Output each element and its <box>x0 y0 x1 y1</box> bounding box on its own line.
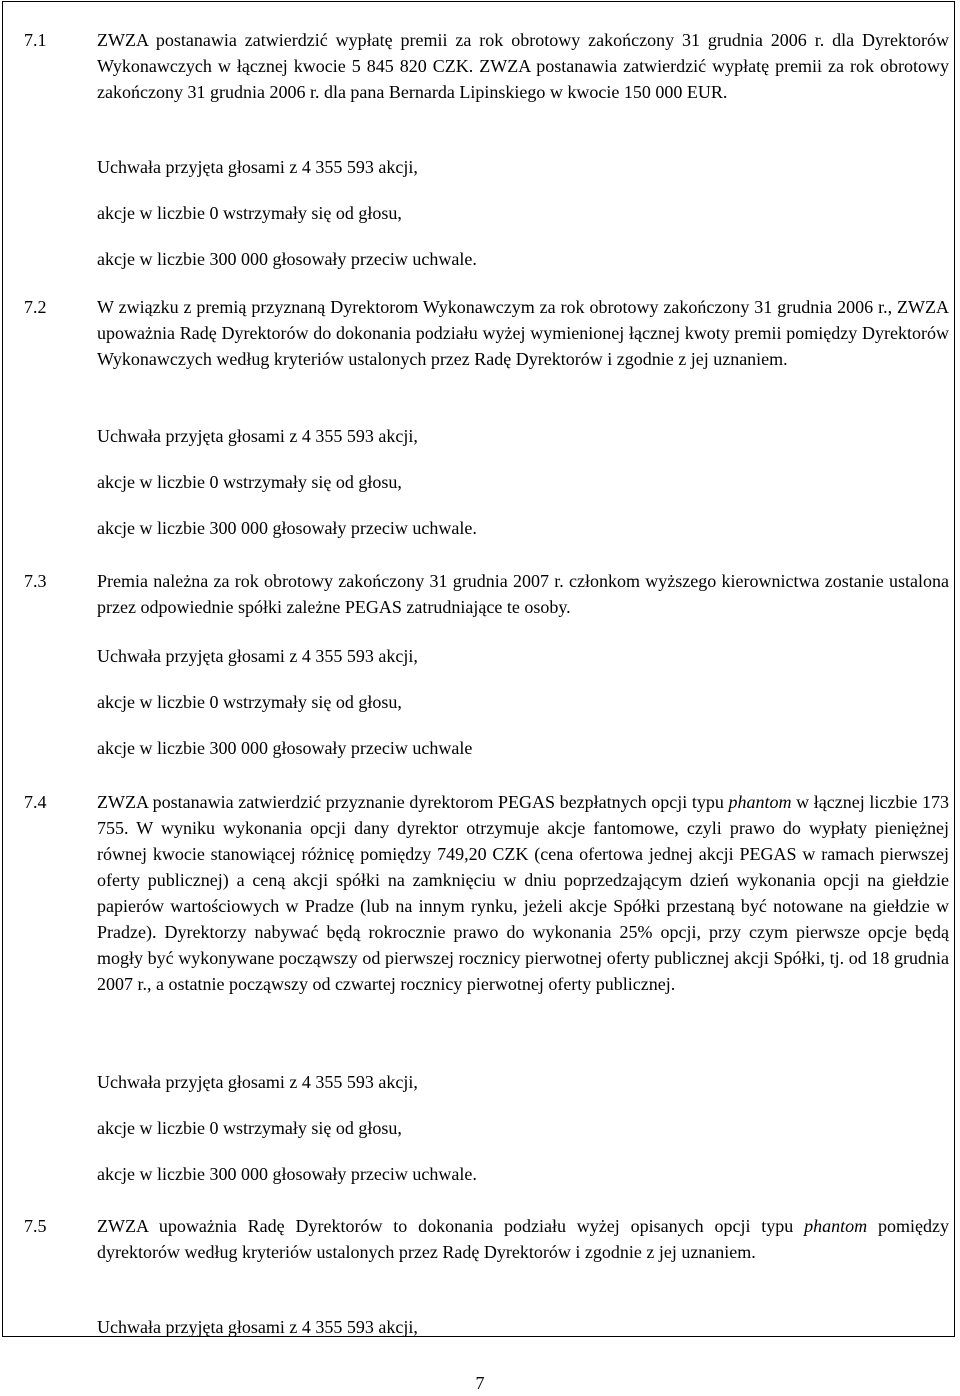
vote-abstain: akcje w liczbie 0 wstrzymały się od głosu, <box>97 203 402 223</box>
section-number: 7.3 <box>24 571 47 591</box>
vote-for: Uchwała przyjęta głosami z 4 355 593 akcji, <box>97 646 418 666</box>
vote-results <box>97 423 937 561</box>
section-paragraph: Premia należna za rok obrotowy zakończony 31 grudnia 2007 r. członkom wyższego kierownictwa zostanie ustalona przez odpowiednie spółki zależne PEGAS zatrudniające te osoby. <box>97 571 949 617</box>
vote-for: Uchwała przyjęta głosami z 4 355 593 akcji, <box>97 1072 418 1092</box>
vote-results <box>97 1069 937 1207</box>
vote-results <box>97 1314 937 1360</box>
paragraph-italic-term: phantom <box>728 792 792 812</box>
section-number: 7.1 <box>24 30 47 50</box>
page-number: 7 <box>475 1373 485 1393</box>
vote-against: akcje w liczbie 300 000 głosowały przeciw uchwale. <box>97 1164 477 1184</box>
vote-for: Uchwała przyjęta głosami z 4 355 593 akcji, <box>97 426 418 446</box>
vote-abstain: akcje w liczbie 0 wstrzymały się od głosu, <box>97 692 402 712</box>
paragraph-text: ZWZA postanawia zatwierdzić przyznanie dyrektorom PEGAS bezpłatnych opcji typu <box>97 792 729 812</box>
vote-against: akcje w liczbie 300 000 głosowały przeciw uchwale. <box>97 518 477 538</box>
section-number: 7.2 <box>24 297 47 317</box>
vote-results <box>97 154 937 292</box>
vote-abstain: akcje w liczbie 0 wstrzymały się od głosu, <box>97 1118 402 1138</box>
paragraph-text: w łącznej liczbie 173 755. W wyniku wykonania opcji dany dyrektor otrzymuje akcje fantomowe, czyli prawo do wypłaty pieniężnej równej kwocie stanowiącej różnicę pomiędzy 749,20 CZK (cena ofertowa jednej akcji PEGAS w ramach pierwszej oferty publicznej) a ceną akcji spółki na zamknięciu w dniu poprzedzającym dzień wykonania opcji na giełdzie papierów wartościowych w Pradze (lub na innym rynku, jeżeli akcje Spółki przestaną być notowane na giełdzie w Pradze). Dyrektorzy nabywać będą rokrocznie prawo do wykonania 25% opcji, przy czym pierwsze opcje będą mogły być wykonywane począwszy od pierwszej rocznicy pierwotnej oferty publicznej akcji Spółki, tj. od 18 grudnia 2007 r., a ostatnie począwszy od czwartej rocznicy pierwotnej oferty publicznej. <box>97 792 949 994</box>
vote-results <box>97 643 937 781</box>
section-paragraph <box>97 1213 949 1265</box>
section-number: 7.4 <box>24 792 47 812</box>
vote-for: Uchwała przyjęta głosami z 4 355 593 akcji, <box>97 157 418 177</box>
paragraph-italic-term: phantom <box>804 1216 868 1236</box>
paragraph-text: pomiędzy dyrektorów według kryteriów ustalonych przez Radę Dyrektorów i zgodnie z jej uznaniem. <box>97 1216 949 1262</box>
paragraph-text: ZWZA upoważnia Radę Dyrektorów to dokonania podziału wyżej opisanych opcji typu <box>97 1216 805 1236</box>
vote-against: akcje w liczbie 300 000 głosowały przeciw uchwale <box>97 738 473 758</box>
section-paragraph: ZWZA postanawia zatwierdzić wypłatę premii za rok obrotowy zakończony 31 grudnia 2006 r. dla Dyrektorów Wykonawczych w łącznej kwocie 5 845 820 CZK. ZWZA postanawia zatwierdzić wypłatę premii za rok obrotowy zakończony 31 grudnia 2006 r. dla pana Bernarda Lipinskiego w kwocie 150 000 EUR. <box>97 30 949 102</box>
section-number: 7.5 <box>24 1216 47 1236</box>
section-paragraph <box>97 789 949 997</box>
vote-abstain: akcje w liczbie 0 wstrzymały się od głosu, <box>97 472 402 492</box>
vote-for: Uchwała przyjęta głosami z 4 355 593 akcji, <box>97 1317 418 1337</box>
vote-against: akcje w liczbie 300 000 głosowały przeciw uchwale. <box>97 249 477 269</box>
section-paragraph: W związku z premią przyznaną Dyrektorom Wykonawczym za rok obrotowy zakończony 31 grudnia 2006 r., ZWZA upoważnia Radę Dyrektorów do dokonania podziału wyżej wymienionej łącznej kwoty premii pomiędzy Dyrektorów Wykonawczych według kryteriów ustalonych przez Radę Dyrektorów i zgodnie z jej uznaniem. <box>97 297 949 369</box>
